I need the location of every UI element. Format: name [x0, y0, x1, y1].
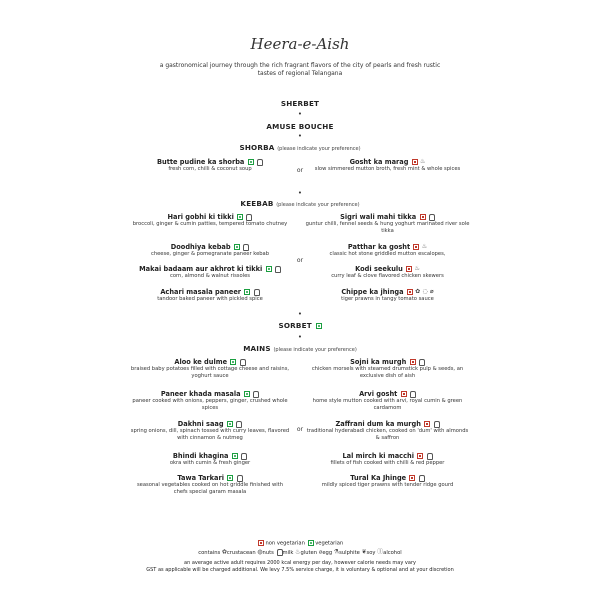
dish-desc: fillets of fish cooked with chilli & red pepper: [330, 460, 445, 466]
restaurant-title: Heera-e-Aish: [250, 35, 350, 53]
dish-item: [130, 474, 290, 482]
tagline: a gastronomical journey through the rich fragrant flavors of the city of pearls and fresh rustic tastes of regional Telangana: [159, 62, 441, 77]
milk-icon: ◌: [422, 288, 428, 295]
legend-alcohol: alcohol: [383, 550, 402, 556]
dish-name: Lal mirch ki macchi: [342, 452, 414, 460]
allergen-icon: [275, 266, 281, 273]
dish-item: [130, 265, 290, 273]
allergen-icon: [241, 453, 247, 460]
legend-nonveg: non vegetarian: [265, 540, 305, 547]
non-veg-icon: [258, 540, 264, 546]
mains-left: [130, 390, 290, 411]
or-separator: or: [296, 426, 304, 433]
dish-item: [305, 358, 470, 366]
mains-right: [305, 358, 470, 379]
non-veg-icon: [410, 359, 416, 365]
mains-right: [305, 420, 470, 441]
non-veg-icon: [401, 391, 407, 397]
veg-icon: [244, 391, 250, 397]
allergen-icon: [410, 391, 416, 398]
shorba-left: [130, 158, 290, 173]
divider-dot: •: [297, 310, 303, 318]
section-shorba-label: SHORBA: [239, 143, 275, 152]
dish-desc: traditional hyderabadi chicken, cooked on 'dum' with almonds & saffron: [306, 428, 469, 441]
mains-left: [130, 358, 290, 379]
dish-name: Dakhni saag: [177, 420, 224, 428]
dish-desc: fresh corn, chilli & coconut soup: [168, 166, 252, 172]
mains-left: [130, 420, 290, 441]
dish-item: [305, 158, 470, 166]
keebab-right: [305, 288, 470, 303]
or-separator: or: [296, 167, 304, 174]
non-veg-icon: [413, 244, 419, 250]
section-sorbet: [0, 321, 600, 330]
sulphite-icon: ⚗: [333, 548, 340, 556]
dish-item: [305, 213, 470, 221]
mains-right: [305, 390, 470, 411]
calorie-note: an average active adult requires 2000 kcal energy per day, however calorie needs may vary: [184, 560, 416, 566]
dish-desc: guntur chilli, fennel seeds & hung yoghurt marinated river sole tikka: [305, 221, 470, 234]
dish-name: Doodhiya kebab: [170, 243, 231, 251]
dish-item: [305, 420, 470, 428]
dish-name: Achari masala paneer: [160, 288, 242, 296]
allergen-icon: [434, 421, 440, 428]
veg-icon: [230, 359, 236, 365]
dish-name: Chippe ka jhinga: [341, 288, 404, 296]
dish-name: Sojni ka murgh: [350, 358, 407, 366]
veg-icon: [227, 475, 233, 481]
section-shorba: [0, 143, 600, 152]
dish-item: [305, 288, 470, 296]
dish-name: Patthar ka gosht: [347, 243, 411, 251]
dish-item: [130, 243, 290, 251]
non-veg-icon: [407, 289, 413, 295]
legend-gluten: gluten: [300, 550, 318, 556]
keebab-right: [305, 243, 470, 258]
section-sorbet-label: SORBET: [278, 321, 312, 330]
allergen-icon: [257, 159, 263, 166]
dish-item: [305, 474, 470, 482]
crustacean-icon: ✿: [221, 548, 227, 556]
legend-contains: contains: [198, 550, 221, 556]
egg-icon: ⌀: [430, 288, 434, 295]
allergen-icon: [254, 289, 260, 296]
dish-name: Tawa Tarkari: [177, 474, 225, 482]
legend-crustacean: crustacean: [226, 550, 256, 556]
keebab-left: [130, 243, 290, 258]
soy-icon: ❦: [361, 548, 367, 556]
allergen-icon: [429, 214, 435, 221]
allergen-icon: [240, 359, 246, 366]
keebab-left: [130, 265, 290, 280]
egg-icon: ⌀: [318, 548, 323, 556]
dish-name: Paneer khada masala: [160, 390, 241, 398]
legend-veg: vegetarian: [315, 540, 344, 547]
dish-name: Tural Ka Jhinge: [350, 474, 407, 482]
allergen-icon: [236, 421, 242, 428]
shorba-right: [305, 158, 470, 173]
dish-name: Butte pudine ka shorba: [157, 158, 245, 166]
section-mains: [0, 344, 600, 353]
dish-name: Aloo ke dulme: [174, 358, 228, 366]
section-mains-note: (please indicate your preference): [273, 347, 357, 353]
dish-name: Makai badaam aur akhrot ki tikki: [139, 265, 263, 273]
section-keebab: [0, 199, 600, 208]
mains-left: [130, 474, 290, 495]
keebab-right: [305, 213, 470, 234]
legend-egg: egg: [322, 550, 333, 556]
dish-desc: paneer cooked with onions, peppers, ginger, crushed whole spices: [132, 398, 288, 411]
divider-dot: •: [297, 132, 303, 140]
non-veg-icon: [417, 453, 423, 459]
divider-dot: •: [297, 189, 303, 197]
dish-desc: okra with cumin & fresh ginger: [169, 460, 251, 466]
non-veg-icon: [424, 421, 430, 427]
veg-icon: [234, 244, 240, 250]
diet-legend: [0, 540, 600, 547]
legend-nuts: nuts: [262, 550, 274, 556]
keebab-left: [130, 213, 290, 228]
veg-icon: [248, 159, 254, 165]
dish-name: Kodi seekulu: [355, 265, 403, 273]
dish-item: [130, 452, 290, 460]
dish-desc: spring onions, dill, spinach tossed with curry leaves, flavored with cinnamon & nutmeg: [130, 428, 290, 441]
allergen-icon: [246, 214, 252, 221]
dish-name: Gosht ka marag: [349, 158, 409, 166]
dish-item: [305, 243, 470, 251]
section-shorba-note: (please indicate your preference): [277, 146, 361, 152]
non-veg-icon: [409, 475, 415, 481]
tax-note: GST as applicable will be charged additional. We levy 7.5% service charge, it is voluntary & optional and at your discretion: [146, 567, 454, 573]
dish-item: [130, 420, 290, 428]
divider-dot: •: [297, 333, 303, 341]
section-keebab-label: KEEBAB: [240, 199, 274, 208]
dish-desc: braised baby potatoes filled with cottage cheese and raisins, yoghurt sauce: [130, 366, 290, 379]
or-separator: or: [296, 257, 304, 264]
mains-right: [305, 474, 470, 489]
allergen-icon: [253, 391, 259, 398]
dish-desc: home style mutton cooked with arvi, royal cumin & green cardamom: [312, 398, 463, 411]
mains-left: [130, 452, 290, 467]
mains-right: [305, 452, 470, 467]
divider-dot: •: [297, 110, 303, 118]
alcohol-icon: Ⓘ: [377, 548, 384, 556]
keebab-right: [305, 265, 470, 280]
allergen-icon: [427, 453, 433, 460]
veg-icon: [237, 214, 243, 220]
dish-name: Hari gobhi ki tikki: [167, 213, 234, 221]
dish-desc: corn, almond & walnut rissoles: [169, 273, 251, 279]
gluten-icon: ♨: [295, 548, 301, 556]
dish-desc: tandoor baked paneer with pickled spice: [157, 296, 263, 302]
dish-desc: mildly spiced tiger prawns with tender ridge gourd: [321, 482, 454, 488]
keebab-left: [130, 288, 290, 303]
veg-icon: [266, 266, 272, 272]
gluten-icon: ♨: [421, 243, 428, 250]
allergen-icon: [243, 244, 249, 251]
dish-desc: curry leaf & clove flavored chicken skewers: [331, 273, 444, 279]
allergen-icon: [419, 475, 425, 482]
legend-milk: milk: [282, 550, 294, 556]
dish-desc: cheese, ginger & pomegranate paneer kebab: [150, 251, 270, 257]
dish-item: [130, 390, 290, 398]
veg-icon: [244, 289, 250, 295]
allergen-icon: [237, 475, 243, 482]
dish-desc: broccoli, ginger & cumin patties, tempered tomato chutney: [132, 221, 288, 227]
dish-item: [305, 452, 470, 460]
section-mains-label: MAINS: [243, 344, 271, 353]
gluten-icon: ♨: [414, 265, 420, 272]
dish-item: [305, 390, 470, 398]
dish-item: [130, 288, 290, 296]
veg-icon: [316, 323, 322, 329]
veg-icon: [232, 453, 238, 459]
non-veg-icon: [420, 214, 426, 220]
dish-desc: tiger prawns in tangy tomato sauce: [341, 296, 434, 302]
section-keebab-note: (please indicate your preference): [276, 202, 360, 208]
veg-icon: [227, 421, 233, 427]
section-amuse-bouche: AMUSE BOUCHE: [266, 122, 334, 131]
dish-desc: seasonal vegetables cooked on hot griddle finished with chefs special garam masala: [136, 482, 283, 495]
non-veg-icon: [412, 159, 418, 165]
dish-item: [130, 358, 290, 366]
crustacean-icon: ✿: [415, 288, 421, 295]
allergen-legend: [0, 549, 600, 556]
legend-soy: soy: [366, 550, 376, 556]
dish-name: Bhindi khagina: [172, 452, 229, 460]
section-sherbet: SHERBET: [280, 99, 320, 108]
nuts-icon: ◍: [257, 548, 263, 556]
dish-item: [130, 213, 290, 221]
gluten-icon: ♨: [420, 158, 426, 165]
legend-sulphite: sulphite: [339, 550, 360, 556]
dish-desc: chicken morsels with steamed drumstick pulp & seeds, an exclusive dish of aish: [311, 366, 464, 379]
dish-item: [130, 158, 290, 166]
dish-name: Arvi gosht: [359, 390, 398, 398]
dish-desc: classic hot stone griddled mutton escalopes,: [329, 251, 446, 257]
dish-item: [305, 265, 470, 273]
dish-desc: slow simmered mutton broth, fresh mint & whole spices: [314, 166, 461, 172]
dish-name: Sigri wali mahi tikka: [340, 213, 417, 221]
veg-icon: [308, 540, 314, 546]
non-veg-icon: [406, 266, 412, 272]
allergen-icon: [419, 359, 425, 366]
dish-name: Zaffrani dum ka murgh: [335, 420, 421, 428]
